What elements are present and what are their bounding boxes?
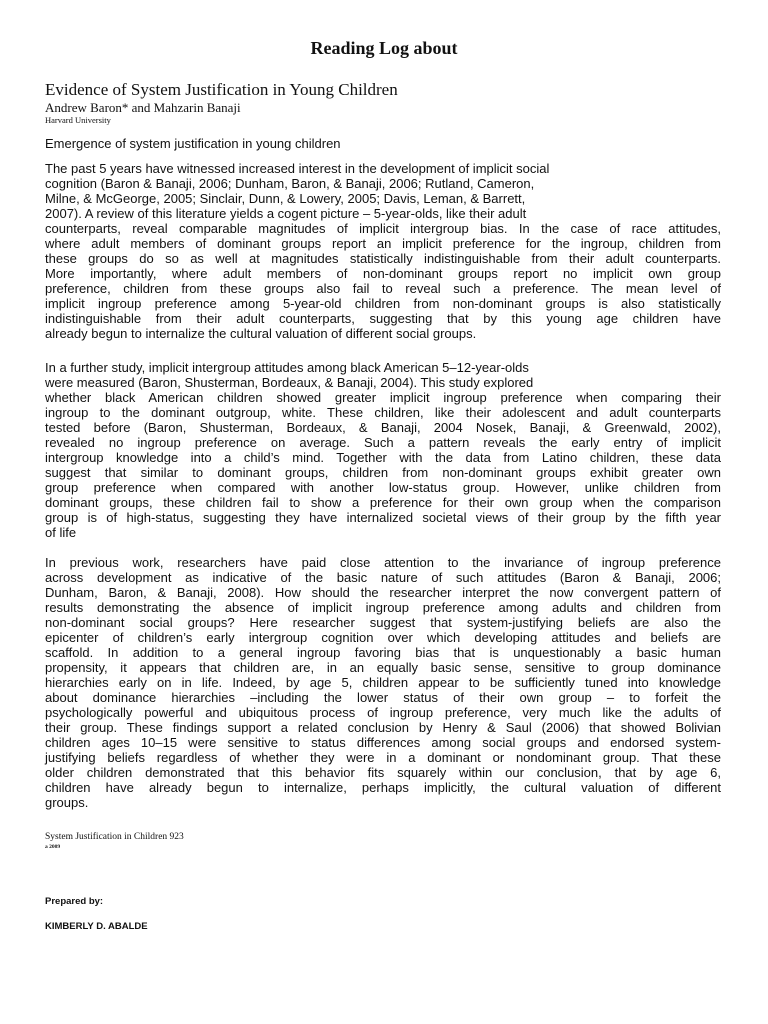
paragraph-line: Milne, & McGeorge, 2005; Sinclair, Dunn, & Lowery, 2005; Davis, Leman, & Barrett,: [45, 191, 526, 206]
paragraph-line: were measured (Baron, Shusterman, Bordeaux, & Banaji, 2004). This study explored: [45, 375, 534, 390]
paragraph-line: their group. These findings support a related conclusion by Henry & Saul (2006) that showed Bolivian: [45, 720, 721, 735]
paragraph-line: scaffold. In addition to a general ingroup favoring bias that is unquestionably a basic human: [45, 645, 721, 660]
preparer-name: KIMBERLY D. ABALDE: [45, 921, 148, 932]
author-affiliation: Harvard University: [45, 115, 111, 125]
document-title: Reading Log about: [310, 38, 458, 58]
article-authors: Andrew Baron* and Mahzarin Banaji: [45, 100, 241, 115]
paragraph-line: whether black American children showed greater implicit ingroup preference when comparing their: [45, 390, 721, 405]
paragraph-line: results demonstrating the absence of implicit ingroup preference among adults and children from: [45, 600, 721, 615]
paragraph-line: older children demonstrated that this behavior fits squarely within our conclusion, that by age 6,: [45, 765, 721, 780]
paragraph-line: Dunham, Baron, & Banaji, 2008). How should the researcher interpret the now convergent pattern of: [45, 585, 721, 600]
paragraph-line: justifying beliefs regardless of whether they were in a dominant or nondominant group. That these: [45, 750, 721, 765]
paragraph-2: [45, 360, 721, 540]
paragraph-line: non-dominant social groups? Here researcher suggest that system-justifying beliefs are also the: [45, 615, 721, 630]
paragraph-line: In previous work, researchers have paid close attention to the invariance of ingroup preference: [45, 555, 721, 570]
paragraph-line: preference, children from these groups also fail to reveal such a preference. The mean level of: [45, 281, 721, 296]
paragraph-line: children have already begun to internalize, perhaps implicitly, the cultural valuation of different: [45, 780, 721, 795]
paragraph-line: psychologically powerful and ubiquitous process of ingroup preference, very much like the adults of: [45, 705, 721, 720]
paragraph-line: of life: [45, 525, 77, 540]
paragraph-line: group preference when compared with another low-status group. However, unlike children from: [45, 480, 721, 495]
paragraph-1: [45, 161, 721, 341]
paragraph-line: implicit ingroup preference among 5-year-old children from non-dominant groups is also statistically: [45, 296, 721, 311]
paragraph-line: epicenter of children’s early intergroup cognition over which developing attitudes and beliefs are: [45, 630, 721, 645]
paragraph-line: groups.: [45, 795, 89, 810]
paragraph-line: More importantly, where adult members of non-dominant groups report no implicit own group: [45, 266, 721, 281]
paragraph-line: suggest that similar to dominant groups, children from non-dominant groups exhibit greater own: [45, 465, 721, 480]
paragraph-line: children ages 10–15 were sensitive to status differences among social groups and endorsed system-: [45, 735, 721, 750]
paragraph-line: indistinguishable from their adult counterparts, suggesting that by this young age children have: [45, 311, 721, 326]
paragraph-line: where adult members of dominant groups report an implicit preference for the ingroup, children from: [45, 236, 721, 251]
section-subtitle: Emergence of system justification in young children: [45, 136, 341, 151]
paragraph-line: counterparts, reveal comparable magnitudes of implicit intergroup bias. In the case of race attitudes,: [45, 221, 721, 236]
paragraph-line: these groups do so as well at magnitudes statistically indistinguishable from their adult counterparts.: [45, 251, 721, 266]
paragraph-line: 2007). A review of this literature yields a cogent picture – 5-year-olds, like their adult: [45, 206, 527, 221]
paragraph-line: hierarchies early on in life. Indeed, by age 5, children appear to be sufficiently tuned into knowledge: [45, 675, 721, 690]
paragraph-3: [45, 555, 721, 810]
paragraph-line: ingroup to the dominant outgroup, white. These children, like their adolescent and adult counterparts: [45, 405, 721, 420]
paragraph-line: intergroup knowledge into a child’s mind. Together with the data from Latino children, these data: [45, 450, 721, 465]
paragraph-line: propensity, it appears that children are, in an equally basic sense, sensitive to group dominance: [45, 660, 721, 675]
paragraph-line: tested before (Baron, Shusterman, Bordeaux, & Banaji, 2004 Nosek, Banaji, & Greenwald, 2002),: [45, 420, 721, 435]
paragraph-line: revealed no ingroup preference on average. Such a pattern reveals the early entry of implicit: [45, 435, 721, 450]
source-citation: System Justification in Children 923: [45, 832, 184, 842]
paragraph-line: about dominance hierarchies –including the lower status of their own group – to forfeit the: [45, 690, 721, 705]
paragraph-line: already begun to internalize the cultural valuation of different social groups.: [45, 326, 477, 341]
prepared-by-label: Prepared by:: [45, 896, 104, 907]
paragraph-line: across development as indicative of the basic nature of such attitudes (Baron & Banaji, 2006;: [45, 570, 721, 585]
paragraph-line: The past 5 years have witnessed increased interest in the development of implicit social: [45, 161, 550, 176]
paragraph-line: group is of high-status, suggesting they have internalized societal views of their group by the fifth year: [45, 510, 721, 525]
paragraph-line: dominant groups, these children fail to show a preference for their own group when the comparison: [45, 495, 721, 510]
paragraph-line: In a further study, implicit intergroup attitudes among black American 5–12-year-olds: [45, 360, 529, 375]
paragraph-line: cognition (Baron & Banaji, 2006; Dunham, Baron, & Banaji, 2006; Rutland, Cameron,: [45, 176, 535, 191]
citation-year: a 2009: [45, 844, 61, 850]
article-title: Evidence of System Justification in Young Children: [45, 80, 398, 99]
